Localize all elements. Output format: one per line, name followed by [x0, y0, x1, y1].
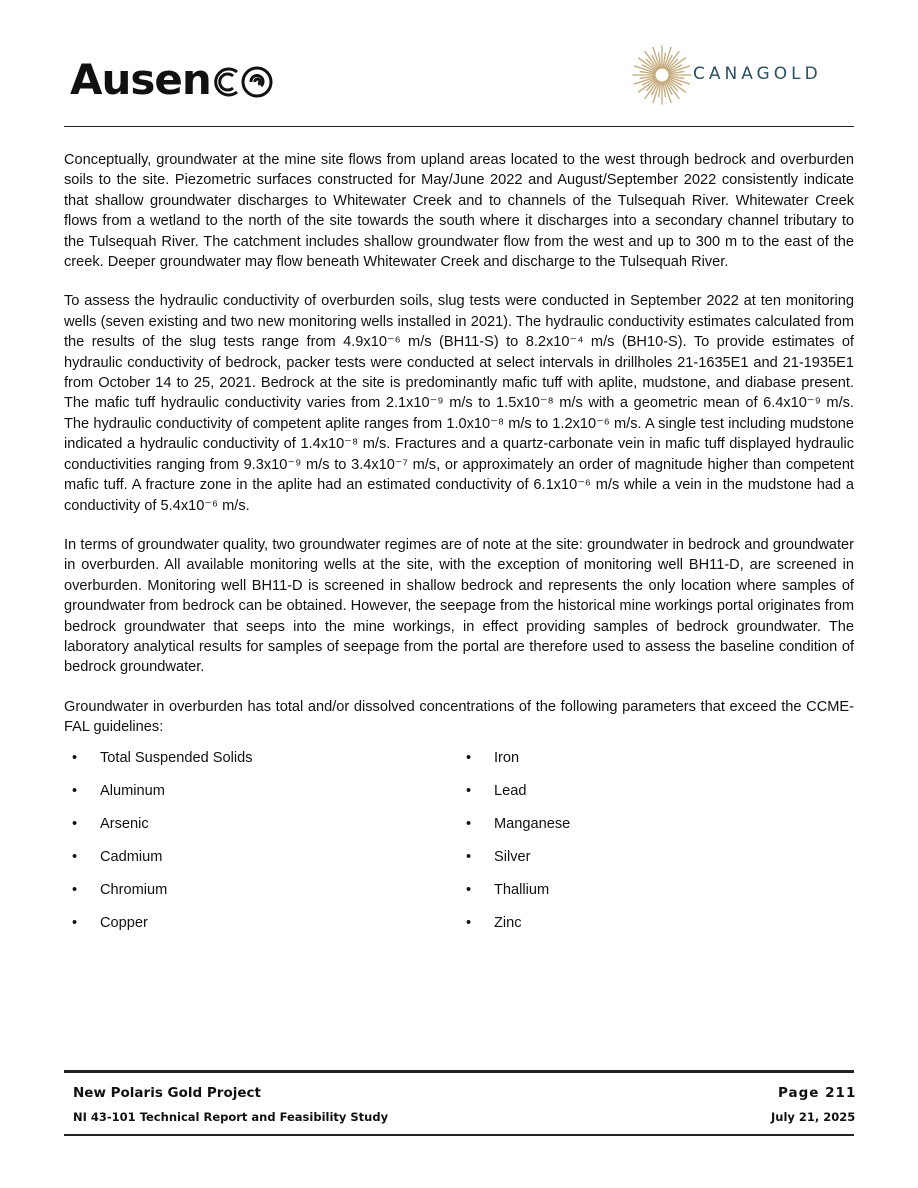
bullet-icon: • — [72, 749, 78, 766]
list-item: • Lead — [466, 782, 527, 799]
bullet-icon: • — [466, 881, 472, 898]
list-item: • Chromium — [72, 881, 168, 898]
footer-page-number: Page 211 — [778, 1085, 857, 1101]
ausenco-swirl-icon — [211, 59, 275, 109]
paragraph-hydraulic-conductivity: To assess the hydraulic conductivity of overburden soils, slug tests were conducted in September 2022 at ten monitoring wells (seven existing and two new monitoring wells installed in 2021). The hydraulic conductivity estimates calculated from the results of the slug tests range from 4.9x10⁻⁶ m/s (BH11-S) to 8.2x10⁻⁴ m/s (BH10-S). To provide estimates of hydraulic conductivity of bedrock, packer tests were conducted at select intervals in drillholes 21-1635E1 and 21-1935E1 from October 14 to 25, 2021. Bedrock at the site is predominantly mafic tuff with aplite, mudstone, and diabase present. The mafic tuff hydraulic conductivity varies from 2.1x10⁻⁹ m/s to 1.5x10⁻⁸ m/s with a geometric mean of 6.4x10⁻⁹ m/s. The hydraulic conductivity of competent aplite ranges from 1.0x10⁻⁸ m/s to 1.2x10⁻⁶ m/s. A single test including mudstone indicated a hydraulic conductivity of 1.4x10⁻⁸ m/s. Fractures and a quartz-carbonate vein in mafic tuff displayed hydraulic conductivities ranging from 9.3x10⁻⁹ m/s to 3.4x10⁻⁷ m/s, or approximately an order of magnitude higher than competent mafic tuff. A fracture zone in the aplite had an estimated conductivity of 6.1x10⁻⁶ m/s while a vein in the mudstone had a conductivity of 5.4x10⁻⁶ m/s. — [64, 293, 854, 514]
list-item: • Cadmium — [72, 848, 163, 865]
footer-report-title: NI 43-101 Technical Report and Feasibility Study — [73, 1110, 389, 1124]
footer-divider-top — [64, 1070, 854, 1073]
bullet-icon: • — [466, 914, 472, 931]
bullet-icon: • — [466, 782, 472, 799]
body-content — [64, 150, 854, 948]
bullet-icon: • — [466, 848, 472, 865]
footer-project-title: New Polaris Gold Project — [73, 1085, 261, 1101]
bullet-icon: • — [466, 815, 472, 832]
list-item: • Copper — [72, 914, 148, 931]
canagold-sunburst-icon — [630, 42, 694, 108]
list-item: • Arsenic — [72, 815, 149, 832]
list-item: • Total Suspended Solids — [72, 749, 253, 766]
ausenco-logo: Ausen — [70, 55, 275, 109]
parameter-lists — [64, 748, 854, 948]
list-item: • Silver — [466, 848, 531, 865]
header-divider — [64, 126, 854, 127]
list-item: • Thallium — [466, 881, 550, 898]
list-item: • Manganese — [466, 815, 571, 832]
bullet-icon: • — [72, 815, 78, 832]
bullet-icon: • — [72, 881, 78, 898]
paragraph-groundwater-quality: In terms of groundwater quality, two groundwater regimes are of note at the site: groundwater in bedrock and groundwater in overburden. All available monitoring wells at the site, with the exception of monitoring well BH11-D, are screened in overburden. Monitoring well BH11-D is screened in shallow bedrock and represents the only location where samples of groundwater from bedrock can be obtained. However, the seepage from the historical mine workings portal originates from bedrock groundwater that seeps into the mine workings, in effect providing samples of bedrock groundwater. The laboratory analytical results for samples of seepage from the portal are therefore used to assess the baseline condition of bedrock groundwater. — [64, 536, 854, 676]
canagold-wordmark: CANAGOLD — [693, 64, 822, 84]
footer-date: July 21, 2025 — [771, 1110, 856, 1124]
paragraph-groundwater-flow: Conceptually, groundwater at the mine site flows from upland areas located to the west through bedrock and overburden soils to the site. Piezometric surfaces constructed for May/June 2022 and August/September 2022 consistently indicate that shallow groundwater discharges to Whitewater Creek and to channels of the Tulsequah River. Whitewater Creek flows from a wetland to the north of the site towards the south where it discharges into a secondary channel tributary to the Tulsequah River. The catchment includes shallow groundwater flow from the west and up to 300 m to the east of the creek. Deeper groundwater may flow beneath Whitewater Creek and discharge to the Tulsequah River. — [64, 152, 854, 271]
footer-divider-bottom — [64, 1134, 854, 1136]
paragraph-parameters-intro: Groundwater in overburden has total and/or dissolved concentrations of the following parameters that exceed the CCME-FAL guidelines: — [64, 698, 854, 736]
parameter-list-right — [458, 748, 570, 946]
parameter-list-left — [64, 748, 253, 946]
canagold-logo — [630, 42, 860, 108]
list-item: • Aluminum — [72, 782, 165, 799]
list-item: • Iron — [466, 749, 520, 766]
bullet-icon: • — [72, 914, 78, 931]
bullet-icon: • — [466, 749, 472, 766]
bullet-icon: • — [72, 782, 78, 799]
bullet-icon: • — [72, 848, 78, 865]
list-item: • Zinc — [466, 914, 522, 931]
